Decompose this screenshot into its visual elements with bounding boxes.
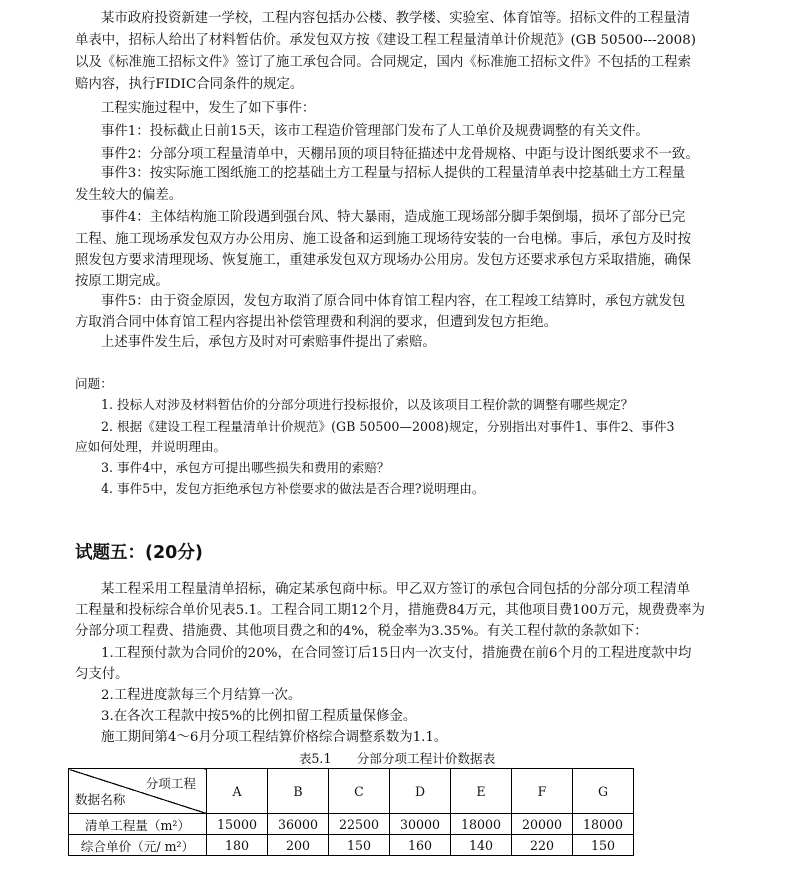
payment-clause-2: 2.工程进度款每三个月结算一次。 bbox=[101, 688, 302, 703]
question-2: 2. 根据《建设工程工程量清单计价规范》(GB 50500—2008)规定，分别指出对事件1、事件2、事件3 bbox=[101, 419, 675, 434]
table-cell: 220 bbox=[512, 835, 573, 856]
case-paragraph-line: 工程实施过程中，发生了如下事件： bbox=[101, 101, 316, 116]
table-row bbox=[69, 835, 634, 856]
case-paragraph-line: 某市政府投资新建一学校，工程内容包括办公楼、教学楼、实验室、体育馆等。招标文件的工程量清 bbox=[101, 11, 691, 26]
event-3-continued: 发生较大的偏差。 bbox=[75, 188, 183, 203]
question-3: 3. 事件4中，承包方可提出哪些损失和费用的索赔？ bbox=[101, 460, 390, 475]
table-cell: 200 bbox=[268, 835, 329, 856]
claims-summary: 上述事件发生后，承包方及时对可索赔事件提出了索赔。 bbox=[101, 335, 436, 350]
case-paragraph-line: 单表中，招标人给出了材料暂估价。承发包双方按《建设工程工程量清单计价规范》(GB 50500---2008) bbox=[75, 33, 696, 48]
column-header: G bbox=[573, 769, 634, 814]
event-4: 事件4：主体结构施工阶段遇到强台风、特大暴雨，造成施工现场部分脚手架倒塌，损坏了部分已完 bbox=[101, 210, 686, 225]
table-cell: 160 bbox=[390, 835, 451, 856]
table-header-row bbox=[69, 769, 634, 814]
table-cell: 22500 bbox=[329, 814, 390, 835]
payment-clause-3: 3.在各次工程款中按5%的比例扣留工程质量保修金。 bbox=[101, 709, 417, 724]
table-caption: 表5.1 分部分项工程计价数据表 bbox=[298, 751, 496, 766]
event-1: 事件1：投标截止日前15天，该市工程造价管理部门发布了人工单价及规费调整的有关文件。 bbox=[101, 124, 649, 139]
event-4-continued: 按原工期完成。 bbox=[75, 274, 169, 289]
question-2-continued: 应如何处理，并说明理由。 bbox=[75, 439, 227, 454]
adjustment-coefficient-note: 施工期间第4～6月分项工程结算价格综合调整系数为1.1。 bbox=[101, 730, 448, 745]
question-4: 4. 事件5中，发包方拒绝承包方补偿要求的做法是否合理?说明理由。 bbox=[101, 481, 485, 496]
table-row bbox=[69, 814, 634, 835]
table-cell: 15000 bbox=[207, 814, 268, 835]
section-heading: 试题五：(20分) bbox=[75, 543, 203, 563]
event-5-continued: 方取消合同中体育馆工程内容提出补偿管理费和利润的要求，但遭到发包方拒绝。 bbox=[75, 315, 558, 330]
table-cell: 180 bbox=[207, 835, 268, 856]
table-cell: 18000 bbox=[451, 814, 512, 835]
row-label: 综合单价（元/ m²） bbox=[69, 835, 207, 856]
table-cell: 140 bbox=[451, 835, 512, 856]
event-5: 事件5：由于资金原因，发包方取消了原合同中体育馆工程内容，在工程竣工结算时，承包方就发包 bbox=[101, 294, 686, 309]
column-header: C bbox=[329, 769, 390, 814]
question-1: 1. 投标人对涉及材料暂估价的分部分项进行投标报价，以及该项目工程价款的调整有哪些规定？ bbox=[101, 397, 634, 412]
case-paragraph-line: 以及《标准施工招标文件》签订了施工承包合同。合同规定，国内《标准施工招标文件》不包括的工程索 bbox=[75, 55, 691, 70]
column-header: D bbox=[390, 769, 451, 814]
column-header: F bbox=[512, 769, 573, 814]
event-3: 事件3：按实际施工图纸施工的挖基础土方工程量与招标人提供的工程量清单表中挖基础土方工程量 bbox=[101, 166, 686, 181]
case-paragraph-line: 赔内容，执行FIDIC合同条件的规定。 bbox=[75, 77, 304, 92]
event-4-continued: 照发包方要求清理现场、恢复施工，重建承发包双方现场办公用房。发包方还要求承包方采取措施，确保 bbox=[75, 253, 691, 268]
payment-clause-1-continued: 匀支付。 bbox=[75, 667, 129, 682]
header-bottom-label: 数据名称 bbox=[75, 792, 126, 807]
row-label: 清单工程量（m²） bbox=[69, 814, 207, 835]
diagonal-header-cell bbox=[69, 769, 207, 814]
questions-title: 问题： bbox=[75, 376, 113, 391]
column-header: E bbox=[451, 769, 512, 814]
section-paragraph-line: 工程量和投标综合单价见表5.1。工程合同工期12个月，措施费84万元，其他项目费100万元，规费费率为 bbox=[75, 603, 705, 618]
table-cell: 18000 bbox=[573, 814, 634, 835]
section-paragraph-line: 分部分项工程费、措施费、其他项目费之和的4%，税金率为3.35%。有关工程付款的条款如下： bbox=[75, 624, 648, 639]
table-cell: 150 bbox=[573, 835, 634, 856]
column-header: A bbox=[207, 769, 268, 814]
table-cell: 20000 bbox=[512, 814, 573, 835]
table-cell: 36000 bbox=[268, 814, 329, 835]
pricing-data-table bbox=[68, 768, 634, 856]
header-top-label: 分项工程 bbox=[145, 776, 196, 791]
table-cell: 150 bbox=[329, 835, 390, 856]
event-2: 事件2：分部分项工程量清单中，天棚吊顶的项目特征描述中龙骨规格、中距与设计图纸要求不一致。 bbox=[101, 147, 699, 162]
column-header: B bbox=[268, 769, 329, 814]
section-paragraph-line: 某工程采用工程量清单招标，确定某承包商中标。甲乙双方签订的承包合同包括的分部分项工程清单 bbox=[101, 582, 691, 597]
table-cell: 30000 bbox=[390, 814, 451, 835]
event-4-continued: 工程、施工现场承发包双方办公用房、施工设备和运到施工现场待安装的一台电梯。事后，承包方及时按 bbox=[75, 232, 691, 247]
payment-clause-1: 1.工程预付款为合同价的20%，在合同签订后15日内一次支付，措施费在前6个月的工程进度款中均 bbox=[101, 646, 692, 661]
